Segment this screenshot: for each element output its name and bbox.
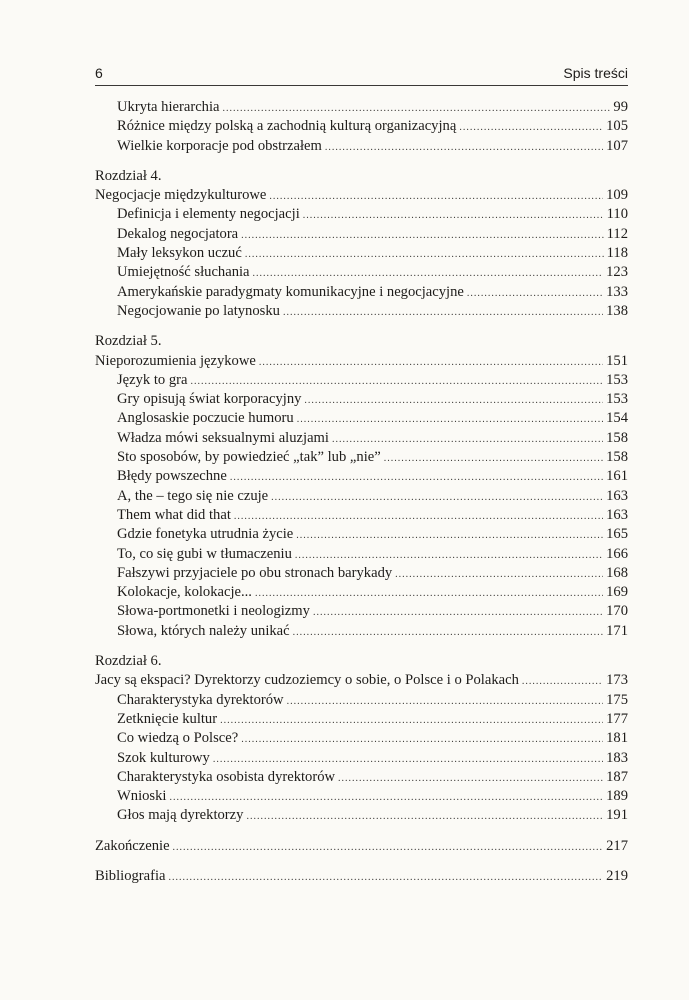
toc-entry-title: Sto sposobów, by powiedzieć „tak” lub „nie” xyxy=(117,449,381,466)
chapter-title: Negocjacje międzykulturowe xyxy=(95,187,267,204)
toc-entry[interactable] xyxy=(95,302,628,321)
dot-leader xyxy=(230,468,603,487)
toc-entry-page: 153 xyxy=(606,371,628,388)
chapter-label: Rozdział 6. xyxy=(95,653,162,670)
toc-entry-page: 191 xyxy=(606,807,628,824)
toc-entry-page: 110 xyxy=(606,206,628,223)
dot-leader xyxy=(234,507,603,526)
toc-entry-title: Słowa-portmonetki i neologizmy xyxy=(117,603,310,620)
dot-leader xyxy=(296,526,603,545)
dot-leader xyxy=(384,449,603,468)
toc-entry-page: 165 xyxy=(606,526,628,543)
running-title: Spis treści xyxy=(563,65,628,81)
dot-leader xyxy=(259,353,603,372)
toc-entry[interactable] xyxy=(95,564,628,583)
toc-entry-title: Gry opisują świat korporacyjny xyxy=(117,391,302,408)
toc-entry-page: 105 xyxy=(606,118,628,135)
toc-entry-title: Wielkie korporacje pod obstrzałem xyxy=(117,137,322,154)
dot-leader xyxy=(173,838,604,857)
toc-entry-title: Błędy powszechne xyxy=(117,468,227,485)
chapter-page: 173 xyxy=(606,672,628,689)
toc-entry-title: Zetknięcie kultur xyxy=(117,710,218,727)
chapter-page: 151 xyxy=(606,352,628,369)
dot-leader xyxy=(245,245,604,264)
dot-leader xyxy=(297,410,603,429)
toc-entry-page: 170 xyxy=(606,603,628,620)
dot-leader xyxy=(283,303,603,322)
toc-entry-title: Wnioski xyxy=(117,788,167,805)
toc-entry-title: Co wiedzą o Polsce? xyxy=(117,730,239,747)
dot-leader xyxy=(253,264,604,283)
toc-entry-page: 161 xyxy=(606,468,628,485)
toc-entry[interactable] xyxy=(95,137,628,156)
toc-entry-page: 171 xyxy=(606,622,628,639)
toc-entry[interactable] xyxy=(95,429,628,448)
toc-entry[interactable] xyxy=(95,806,628,825)
dot-leader xyxy=(304,391,603,410)
dot-leader xyxy=(467,284,603,303)
toc-entry-title: Słowa, których należy unikać xyxy=(117,622,290,639)
toc-entry[interactable] xyxy=(95,487,628,506)
conclusion-title: Zakończenie xyxy=(95,837,170,854)
toc-entry[interactable] xyxy=(95,729,628,748)
conclusion-page: 217 xyxy=(606,837,628,854)
toc-entry-title: Charakterystyka dyrektorów xyxy=(117,691,284,708)
toc-chapter-entry[interactable] xyxy=(95,186,628,205)
dot-leader xyxy=(169,788,603,807)
toc-entry[interactable] xyxy=(95,390,628,409)
bibliography-page: 219 xyxy=(606,867,628,884)
toc-entry[interactable] xyxy=(95,768,628,787)
toc-entry[interactable] xyxy=(95,225,628,244)
dot-leader xyxy=(338,769,603,788)
dot-leader xyxy=(287,692,604,711)
toc-entry-title: Definicja i elementy negocjacji xyxy=(117,206,300,223)
toc-entry[interactable] xyxy=(95,409,628,428)
dot-leader xyxy=(169,868,604,887)
dot-leader xyxy=(325,138,603,157)
dot-leader xyxy=(246,807,603,826)
toc-entry[interactable] xyxy=(95,448,628,467)
dot-leader xyxy=(522,672,603,691)
toc-entry-title: Fałszywi przyjaciele po obu stronach barykady xyxy=(117,564,393,581)
toc-entry-page: 177 xyxy=(606,710,628,727)
chapter-title: Jacy są ekspaci? Dyrektorzy cudzoziemcy o sobie, o Polsce i o Polakach xyxy=(95,672,519,689)
toc-entry-title: Dekalog negocjatora xyxy=(117,225,239,242)
toc-entry[interactable] xyxy=(95,583,628,602)
page-header xyxy=(95,63,628,86)
toc-entry[interactable] xyxy=(95,525,628,544)
toc-entry-page: 187 xyxy=(606,768,628,785)
toc-entry-title: Anglosaskie poczucie humoru xyxy=(117,410,294,427)
dot-leader xyxy=(191,372,604,391)
toc-chapter-entry[interactable] xyxy=(95,671,628,690)
toc-entry-title: Władza mówi seksualnymi aluzjami xyxy=(117,429,329,446)
dot-leader xyxy=(255,584,603,603)
toc-entry[interactable] xyxy=(95,506,628,525)
toc-entry-title: Charakterystyka osobista dyrektorów xyxy=(117,768,336,785)
toc-entry[interactable] xyxy=(95,263,628,282)
toc-entry[interactable] xyxy=(95,749,628,768)
dot-leader xyxy=(395,565,603,584)
dot-leader xyxy=(223,99,611,118)
toc-entry-title: Negocjowanie po latynosku xyxy=(117,302,280,319)
toc-entry[interactable] xyxy=(95,545,628,564)
dot-leader xyxy=(271,488,603,507)
toc-entry-page: 153 xyxy=(606,391,628,408)
toc-entry[interactable] xyxy=(95,710,628,729)
dot-leader xyxy=(241,730,603,749)
toc-entry-page: 112 xyxy=(606,225,628,242)
dot-leader xyxy=(459,118,603,137)
toc-entry-page: 154 xyxy=(606,410,628,427)
toc-chapter-entry[interactable] xyxy=(95,867,628,886)
toc-entry[interactable] xyxy=(95,205,628,224)
toc-entry-page: 138 xyxy=(606,302,628,319)
toc-entry-page: 118 xyxy=(606,245,628,262)
toc-chapter-entry[interactable] xyxy=(95,352,628,371)
chapter-label: Rozdział 4. xyxy=(95,167,162,184)
toc-entry[interactable] xyxy=(95,244,628,263)
toc-entry-page: 181 xyxy=(606,730,628,747)
toc-entry-page: 166 xyxy=(606,545,628,562)
toc-entry[interactable] xyxy=(95,602,628,621)
bibliography-title: Bibliografia xyxy=(95,867,166,884)
toc-entry[interactable] xyxy=(95,98,628,117)
toc-chapter-entry[interactable] xyxy=(95,837,628,856)
toc-entry-title: Mały leksykon uczuć xyxy=(117,245,242,262)
toc-entry-page: 163 xyxy=(606,487,628,504)
toc-entry-page: 169 xyxy=(606,584,628,601)
dot-leader xyxy=(241,226,603,245)
toc-entry-page: 158 xyxy=(606,429,628,446)
dot-leader xyxy=(220,711,603,730)
toc-entry-title: Szok kulturowy xyxy=(117,749,210,766)
dot-leader xyxy=(332,430,603,449)
table-of-contents xyxy=(95,98,628,886)
dot-leader xyxy=(303,206,604,225)
toc-entry-title: Umiejętność słuchania xyxy=(117,264,250,281)
toc-entry-page: 163 xyxy=(606,506,628,523)
toc-entry-page: 175 xyxy=(606,691,628,708)
toc-entry-title: Gdzie fonetyka utrudnia życie xyxy=(117,526,294,543)
toc-entry-page: 183 xyxy=(606,749,628,766)
chapter-label: Rozdział 5. xyxy=(95,333,162,350)
toc-entry-title: Głos mają dyrektorzy xyxy=(117,807,244,824)
chapter-page: 109 xyxy=(606,187,628,204)
toc-entry[interactable] xyxy=(95,117,628,136)
toc-entry[interactable] xyxy=(95,371,628,390)
toc-entry-page: 158 xyxy=(606,449,628,466)
dot-leader xyxy=(293,623,603,642)
toc-entry-title: Them what did that xyxy=(117,506,231,523)
toc-entry-title: A, the – tego się nie czuje xyxy=(117,487,269,504)
toc-entry[interactable] xyxy=(95,283,628,302)
toc-entry-title: Różnice między polską a zachodnią kulturą organizacyjną xyxy=(117,118,457,135)
toc-entry-page: 123 xyxy=(606,264,628,281)
dot-leader xyxy=(295,546,603,565)
toc-entry[interactable] xyxy=(95,622,628,641)
toc-entry-title: Kolokacje, kolokacje... xyxy=(117,584,252,601)
toc-entry-page: 189 xyxy=(606,788,628,805)
dot-leader xyxy=(213,750,603,769)
dot-leader xyxy=(313,603,603,622)
toc-entry[interactable] xyxy=(95,691,628,710)
toc-entry-title: Ukryta hierarchia xyxy=(117,99,220,115)
toc-entry-page: 133 xyxy=(606,283,628,300)
toc-entry-page: 99 xyxy=(613,99,628,115)
toc-entry-page: 168 xyxy=(606,564,628,581)
toc-entry[interactable] xyxy=(95,467,628,486)
chapter-title: Nieporozumienia językowe xyxy=(95,352,256,369)
toc-entry[interactable] xyxy=(95,787,628,806)
toc-entry-title: Amerykańskie paradygmaty komunikacyjne i negocjacyjne xyxy=(117,283,464,300)
toc-entry-title: To, co się gubi w tłumaczeniu xyxy=(117,545,292,562)
toc-entry-title: Język to gra xyxy=(117,371,188,388)
toc-entry-page: 107 xyxy=(606,137,628,154)
dot-leader xyxy=(269,187,603,206)
page-number: 6 xyxy=(95,65,103,81)
